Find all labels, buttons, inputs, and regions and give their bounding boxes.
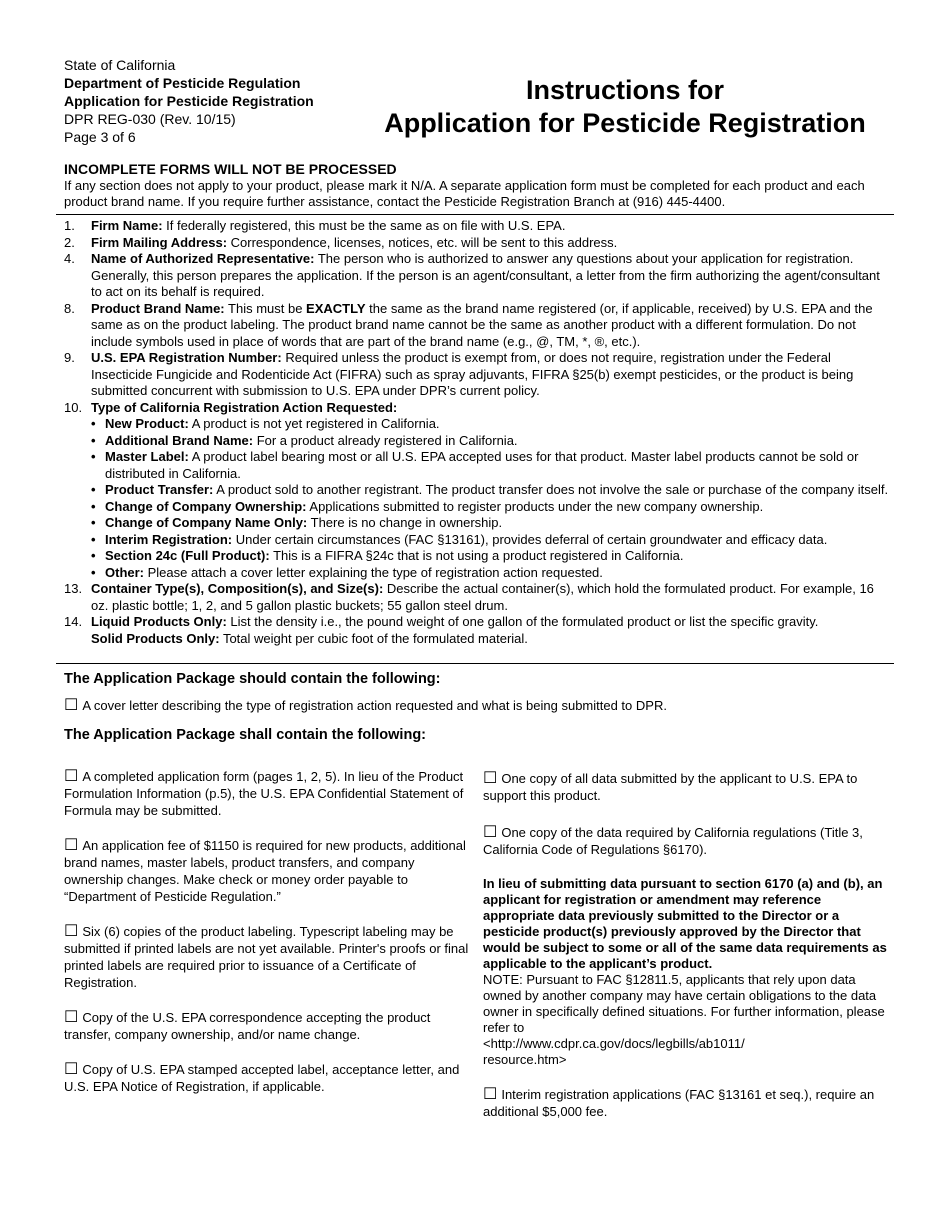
action-text: Please attach a cover letter explaining the type of registration action requested. xyxy=(144,564,603,580)
checklist-right-column xyxy=(483,770,893,1120)
reference-link[interactable]: <http://www.cdpr.ca.gov/docs/legbills/ab1011/ xyxy=(483,1036,745,1051)
action-label: Change of Company Name Only: xyxy=(105,515,308,530)
lieu-statement: In lieu of submitting data pursuant to section 6170 (a) and (b), an applicant for registration or amendment may reference appropriate data previously submitted to the Director or a pesticide product(s) previously approved by the Director that would be subject to some or all of the same data requirements as applicable to the applicant’s product. xyxy=(483,876,887,971)
divider-top xyxy=(56,214,894,215)
checklist-item xyxy=(64,1009,469,1043)
item-label: Solid Products Only: xyxy=(91,630,220,646)
checkbox-icon[interactable]: ☐ xyxy=(64,768,79,785)
item-label: Name of Authorized Representative: xyxy=(91,251,315,266)
action-label: Section 24c (Full Product): xyxy=(105,548,270,563)
instruction-item xyxy=(64,251,894,301)
data-reference-note xyxy=(483,876,893,1068)
checklist-left-column xyxy=(64,768,469,1095)
item-text: Required unless the product is exempt from, or does not require, registration under the Federal Insecticide Fungicide and Rodenticide Act (FIFRA) such as spray adjuvants, FIFRA §25(b) exempt pesticides, or the product is being submitted concurrent with submission to U.S. EPA under DPR’s current policy. xyxy=(91,350,854,398)
item-label: U.S. EPA Registration Number: xyxy=(91,350,282,365)
item-label: Product Brand Name: xyxy=(91,300,225,316)
checklist-text: Interim registration applications (FAC §13161 et seq.), require an additional $5,000 fee. xyxy=(483,1087,875,1119)
bullet: • xyxy=(91,564,96,580)
item-text: If federally registered, this must be the same as on file with U.S. EPA. xyxy=(162,218,566,233)
bullet: • xyxy=(91,416,96,431)
action-text: For a product already registered in California. xyxy=(253,432,518,448)
list-item xyxy=(64,515,894,532)
checklist-item xyxy=(483,1086,893,1120)
instruction-item xyxy=(64,400,894,417)
page-number: Page 3 of 6 xyxy=(64,129,136,145)
item-label: Firm Name: xyxy=(91,218,163,233)
action-label: Master Label: xyxy=(105,449,189,464)
list-item xyxy=(64,532,894,549)
checkbox-icon[interactable]: ☐ xyxy=(64,837,79,854)
checkbox-icon[interactable]: ☐ xyxy=(64,1061,79,1078)
form-name: Application for Pesticide Registration xyxy=(64,93,314,109)
checkbox-icon[interactable]: ☐ xyxy=(483,1086,498,1103)
item-number: 8. xyxy=(64,300,75,316)
instruction-item xyxy=(64,235,894,252)
instruction-item xyxy=(64,614,894,647)
form-header-info xyxy=(64,56,314,146)
reference-link-cont[interactable]: resource.htm> xyxy=(483,1052,567,1067)
field-instructions xyxy=(64,218,894,647)
registration-action-list xyxy=(64,416,894,581)
form-number: DPR REG-030 (Rev. 10/15) xyxy=(64,111,236,127)
instruction-item xyxy=(64,218,894,235)
checkbox-icon[interactable]: ☐ xyxy=(483,770,498,787)
title-line-1: Instructions for xyxy=(525,75,724,105)
item-number: 14. xyxy=(64,614,83,629)
notice-text: If any section does not apply to your product, please mark it N/A. A separate application form must be completed for each product and each product brand name. If you require further assistance, contact the Pesticide Registration Branch at (916) 445-4400. xyxy=(64,178,865,209)
bullet: • xyxy=(91,515,96,530)
action-text: A product sold to another registrant. The product transfer does not involve the sale or purchase of the company itself. xyxy=(213,482,889,497)
item-text: This must be xyxy=(224,300,307,316)
action-text: Under certain circumstances (FAC §13161), provides deferral of certain groundwater and efficacy data. xyxy=(232,531,828,547)
department-name: Department of Pesticide Regulation xyxy=(64,75,301,91)
item-number: 1. xyxy=(64,218,75,233)
list-item xyxy=(64,449,894,482)
checklist-text: An application fee of $1150 is required for new products, additional brand names, master labels, product transfers, and company ownership changes. Make check or money order payable to “Department of Pesticide Regulation.” xyxy=(64,838,466,904)
list-item xyxy=(64,433,894,450)
notice-block xyxy=(64,160,894,210)
checklist-item xyxy=(483,824,893,858)
bullet: • xyxy=(91,548,96,563)
item-label: Type of California Registration Action Requested: xyxy=(91,399,398,415)
action-text: This is a FIFRA §24c that is not using a product registered in California. xyxy=(269,548,684,563)
checkbox-icon[interactable]: ☐ xyxy=(483,824,498,841)
action-label: Additional Brand Name: xyxy=(105,432,254,448)
list-item xyxy=(64,499,894,516)
item-label: Liquid Products Only: xyxy=(91,614,227,629)
action-label: Other: xyxy=(105,564,144,580)
item-text: Describe the actual container(s), which hold the formulated product. For example, 16 oz. plastic bottle; 1, 2, and 5 gallon plastic buckets; 55 gallon steel drum. xyxy=(91,581,874,613)
action-label: Product Transfer: xyxy=(105,482,214,497)
item-number: 4. xyxy=(64,251,75,266)
list-item xyxy=(64,548,894,565)
instruction-item xyxy=(64,301,894,351)
divider-bottom xyxy=(56,663,894,664)
state-name: State of California xyxy=(64,57,176,73)
bullet: • xyxy=(91,449,96,464)
item-text: Total weight per cubic foot of the formulated material. xyxy=(219,630,528,646)
action-text: Applications submitted to register products under the new company ownership. xyxy=(306,498,764,514)
item-number: 2. xyxy=(64,234,75,250)
list-item xyxy=(64,565,894,582)
checklist-text: A completed application form (pages 1, 2, 5). In lieu of the Product Formulation Information (p.5), the U.S. EPA Confidential Statement of Formula may be submitted. xyxy=(64,769,464,818)
action-text: A product is not yet registered in California. xyxy=(188,416,440,431)
item-number: 9. xyxy=(64,350,75,365)
item-text: The person who is authorized to answer any questions about your application for registration. Generally, this person prepares the application. If the person is an agent/consultant, a letter from the firm authorizing the agent/consultant to act on its behalf is required. xyxy=(91,251,880,299)
action-text: There is no change in ownership. xyxy=(307,515,503,530)
item-text: the same as the brand name registered (or, if applicable, received) by U.S. EPA and the same as on the product labeling. The product brand name cannot be the same as another product with a different formulation. Do not include symbols used in place of words that are part of the brand name (e.g., @, TM, *, ®, etc.). xyxy=(91,300,873,349)
checklist-text: One copy of all data submitted by the applicant to U.S. EPA to support this product. xyxy=(483,771,858,803)
bullet: • xyxy=(91,498,96,514)
item-label: Firm Mailing Address: xyxy=(91,234,228,250)
checklist-item xyxy=(64,923,469,991)
action-label: Interim Registration: xyxy=(105,531,233,547)
note-text: NOTE: Pursuant to FAC §12811.5, applicants that rely upon data owned by another company may have certain obligations to the data owner in specifically defined situations. For further information, please refer to xyxy=(483,972,885,1035)
item-text: Correspondence, licenses, notices, etc. will be sent to this address. xyxy=(227,234,618,250)
list-item xyxy=(64,416,894,433)
action-label: Change of Company Ownership: xyxy=(105,498,307,514)
bullet: • xyxy=(91,432,96,448)
instruction-item xyxy=(64,581,894,614)
checklist-text: Six (6) copies of the product labeling. Typescript labeling may be submitted if printed labels are not yet available. Printer's proofs or final printed labels are required prior to issuance of a Certificate of Registration. xyxy=(64,924,469,990)
checklist-item xyxy=(64,1061,469,1095)
page-title xyxy=(360,74,890,140)
package-should-heading: The Application Package should contain the following: xyxy=(64,671,441,687)
package-shall-heading: The Application Package shall contain the following: xyxy=(64,727,427,743)
title-line-2: Application for Pesticide Registration xyxy=(384,108,866,138)
bullet: • xyxy=(91,482,96,497)
checklist-item xyxy=(64,768,469,819)
checklist-item-cover-letter xyxy=(64,698,667,713)
checkbox-icon[interactable]: ☐ xyxy=(64,923,79,940)
checklist-item xyxy=(64,837,469,905)
bullet: • xyxy=(91,531,96,547)
checklist-text: Copy of U.S. EPA stamped accepted label, acceptance letter, and U.S. EPA Notice of Registration, if applicable. xyxy=(64,1062,460,1094)
item-text: List the density i.e., the pound weight of one gallon of the formulated product or list the specific gravity. xyxy=(226,614,819,629)
checkbox-icon[interactable]: ☐ xyxy=(64,1009,79,1026)
item-label: Container Type(s), Composition(s), and Size(s): xyxy=(91,581,384,596)
action-label: New Product: xyxy=(105,416,189,431)
item-emphasis: EXACTLY xyxy=(306,300,366,316)
action-text: A product label bearing most or all U.S. EPA accepted uses for that product. Master label products cannot be sold or distributed in California. xyxy=(105,449,859,481)
item-number: 13. xyxy=(64,581,83,596)
list-item xyxy=(64,482,894,499)
item-number: 10. xyxy=(64,399,83,415)
notice-heading: INCOMPLETE FORMS WILL NOT BE PROCESSED xyxy=(64,161,397,177)
checklist-item xyxy=(483,770,893,804)
checklist-text: A cover letter describing the type of registration action requested and what is being submitted to DPR. xyxy=(82,698,667,713)
instruction-item xyxy=(64,350,894,400)
checkbox-icon[interactable]: ☐ xyxy=(64,697,79,714)
checklist-text: Copy of the U.S. EPA correspondence accepting the product transfer, company ownership, and/or name change. xyxy=(64,1010,431,1042)
checklist-text: One copy of the data required by California regulations (Title 3, California Code of Regulations §6170). xyxy=(483,825,863,857)
